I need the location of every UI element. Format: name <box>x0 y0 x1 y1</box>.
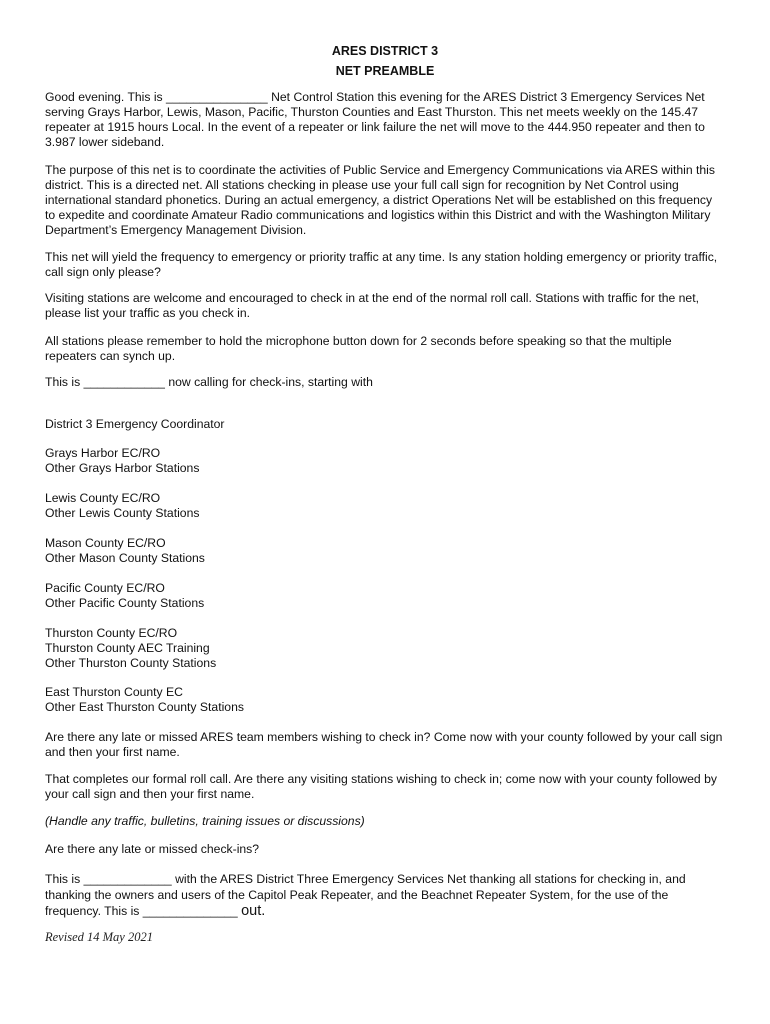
roster-coordinator: District 3 Emergency Coordinator <box>45 417 225 431</box>
roster-line: Other Lewis County Stations <box>45 506 200 520</box>
roster-group-pacific <box>45 581 445 611</box>
revision-date: Revised 14 May 2021 <box>45 930 153 944</box>
roster-line: Lewis County EC/RO <box>45 491 161 505</box>
roster-group-east-thurston <box>45 685 445 715</box>
roster-line: Mason County EC/RO <box>45 536 166 550</box>
roster-line: Thurston County AEC Training <box>45 641 210 655</box>
late-checkins-paragraph: Are there any late or missed check-ins? <box>45 842 260 856</box>
document-subtitle: NET PREAMBLE <box>335 64 435 78</box>
closing-text: This is _____________ with the ARES District Three Emergency Services Net thanking all stations for checking in, and thanking the owners and users of the Capitol Peak Repeater, and the Beachnet Repeater System, for the use of the frequency. This is ______________ <box>45 872 686 918</box>
closing-paragraph <box>45 871 725 919</box>
roster-group-thurston <box>45 626 445 671</box>
microphone-paragraph: All stations please remember to hold the microphone button down for 2 seconds before speaking so that the multiple repeaters can synch up. <box>45 334 672 363</box>
roster-group-grays-harbor <box>45 446 445 476</box>
roster-group-lewis <box>45 491 445 521</box>
document-title: ARES DISTRICT 3 <box>331 44 439 58</box>
roster-group-mason <box>45 536 445 566</box>
roster-line: Other Grays Harbor Stations <box>45 461 200 475</box>
closing-out-word: out. <box>241 903 266 919</box>
priority-paragraph: This net will yield the frequency to emergency or priority traffic at any time. Is any station holding emergency or priority traffic, call sign only please? <box>45 250 718 279</box>
roster-line: Grays Harbor EC/RO <box>45 446 161 460</box>
intro-paragraph: Good evening. This is _______________ Net Control Station this evening for the ARES District 3 Emergency Services Net serving Grays Harbor, Lewis, Mason, Pacific, Thurston Counties and East Thurston. This net meets weekly on the 145.47 repeater at 1915 hours Local. In the event of a repeater or link failure the net will move to the 444.950 repeater and then to 3.987 lower sideband. <box>45 90 705 149</box>
purpose-paragraph: The purpose of this net is to coordinate the activities of Public Service and Emergency Communications via ARES within this district. This is a directed net. All stations checking in please use your full call sign for recognition by Net Control using international standard phonetics. During an actual emergency, a district Operations Net will be established on this frequency to expedite and coordinate Amateur Radio communications and logistics within this District and with the Washington Military Department’s Emergency Management Division. <box>45 163 715 237</box>
roster-line: Other Mason County Stations <box>45 551 205 565</box>
visiting-paragraph: Visiting stations are welcome and encouraged to check in at the end of the normal roll call. Stations with traffic for the net, please list your traffic as you check in. <box>45 291 699 320</box>
roster-line: Other Pacific County Stations <box>45 596 205 610</box>
roster-line: Other Thurston County Stations <box>45 656 217 670</box>
roster-line: Other East Thurston County Stations <box>45 700 244 714</box>
roster-line: Thurston County EC/RO <box>45 626 178 640</box>
late-ares-paragraph: Are there any late or missed ARES team members wishing to check in? Come now with your county followed by your call sign and then your first name. <box>45 730 723 759</box>
roll-complete-paragraph: That completes our formal roll call. Are there any visiting stations wishing to check in; come now with your county followed by your call sign and then your first name. <box>45 772 717 801</box>
calling-paragraph: This is ____________ now calling for check-ins, starting with <box>45 375 373 389</box>
roster-line: East Thurston County EC <box>45 685 183 699</box>
handle-traffic-note: (Handle any traffic, bulletins, training issues or discussions) <box>45 814 365 828</box>
roster-line: Pacific County EC/RO <box>45 581 165 595</box>
